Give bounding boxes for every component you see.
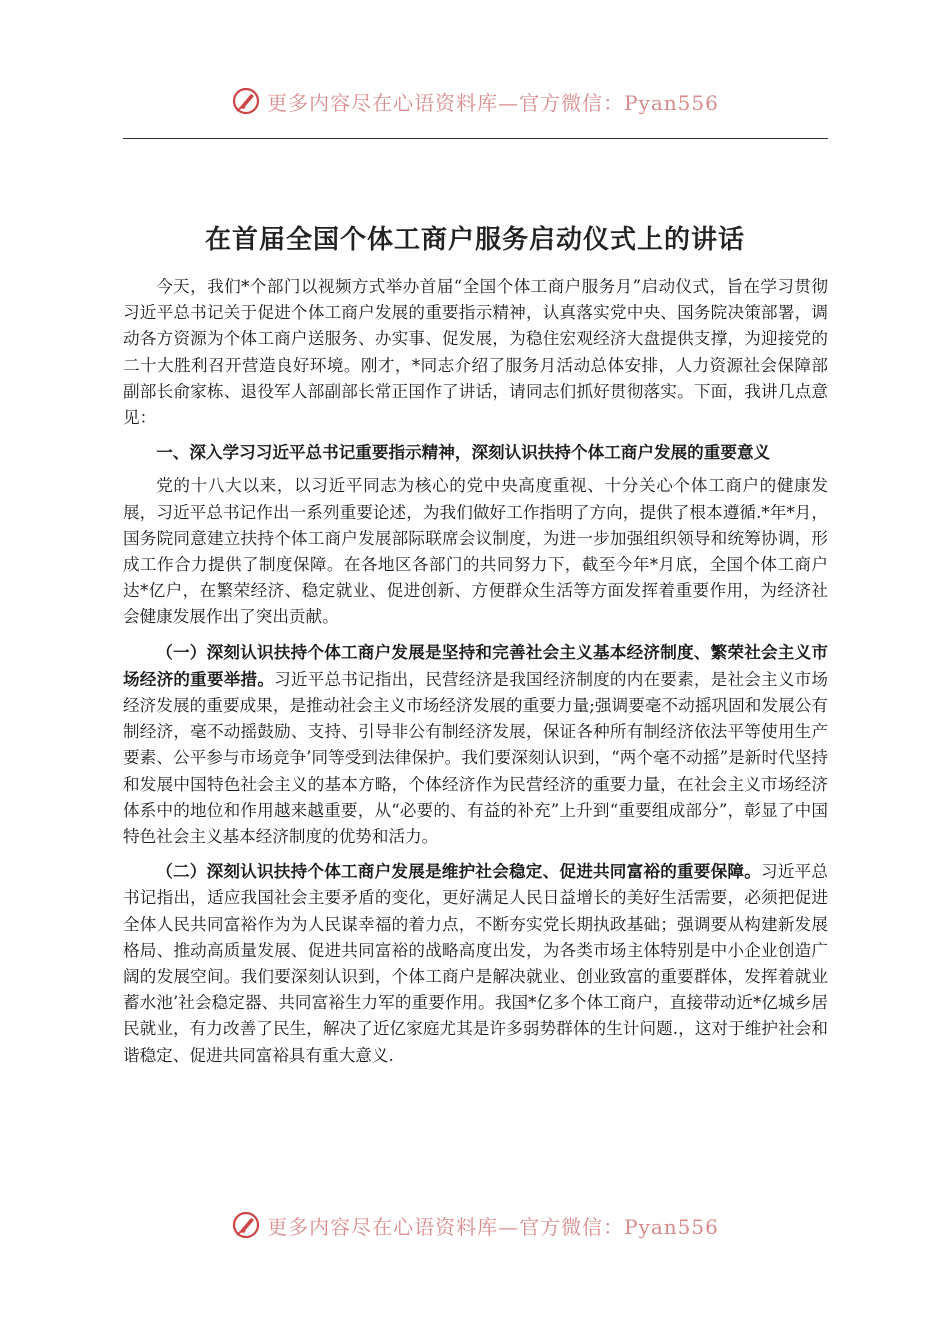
subsection-1-heading: （一）深刻认识扶持个体工商户发展是坚持和完善社会主义基本经济制度、繁荣社会主义市场经济的重要举措。 bbox=[123, 641, 828, 689]
header-banner-text: 更多内容尽在心语资料库—官方微信：Pyan556 bbox=[267, 90, 719, 115]
header-banner bbox=[0, 86, 950, 116]
document-title: 在首届全国个体工商户服务启动仪式上的讲话 bbox=[204, 225, 745, 255]
header-divider bbox=[123, 138, 828, 139]
pen-circle-logo-icon bbox=[231, 86, 261, 116]
section-1-paragraph: 党的十八大以来，以习近平同志为核心的党中央高度重视、十分关心个体工商户的健康发展，习近平总书记作出一系列重要论述，为我们做好工作指明了方向，提供了根本遵循.*年*月，国务院同意建立扶持个体工商户发展部际联席会议制度，为进一步加强组织领导和统筹协调，形成工作合力提供了制度保障。在各地区各部门的共同努力下，截至今年*月底，全国个体工商户达*亿户，在繁荣经济、稳定就业、促进创新、方便群众生活等方面发挥着重要作用，为经济社会健康发展作出了突出贡献。 bbox=[123, 476, 828, 627]
subsection-2-heading: （二）深刻认识扶持个体工商户发展是维护社会稳定、促进共同富裕的重要保障。 bbox=[156, 861, 762, 882]
subsection-2-text: 习近平总书记指出，适应我国社会主要矛盾的变化，更好满足人民日益增长的美好生活需要，必须把促进全体人民共同富裕作为为人民谋幸福的着力点，不断夯实党长期执政基础；强调要从构建新发展格局、推动高质量发展、促进共同富裕的战略高度出发，为各类市场主体特别是中小企业创造广阔的发展空间。我们要深刻认识到，个体工商户是解决就业、创业致富的重要群体，发挥着就业蓄水池’社会稳定器、共同富裕生力军的重要作用。我国*亿多个体工商户，直接带动近*亿城乡居民就业，有力改善了民生，解决了近亿家庭尤其是许多弱势群体的生计问题.，这对于维护社会和谐稳定、促进共同富裕具有重大意义. bbox=[123, 862, 829, 1065]
footer-banner-text: 更多内容尽在心语资料库—官方微信：Pyan556 bbox=[267, 1214, 719, 1239]
footer-banner bbox=[0, 1210, 950, 1240]
subsection-1-paragraph bbox=[123, 639, 828, 851]
subsection-1-text: 习近平总书记指出，民营经济是我国经济制度的内在要素，是社会主义市场经济发展的重要成果，是推动社会主义市场经济发展的重要力量;强调要毫不动摇巩固和发展公有制经济，毫不动摇鼓励、支持、引导非公有制经济发展，保证各种所有制经济依法平等使用生产要素、公平参与市场竞争’同等受到法律保护。我们要深刻认识到，“两个毫不动摇”是新时代坚持和发展中国特色社会主义的基本方略，个体经济作为民营经济的重要力量，在社会主义市场经济体系中的地位和作用越来越重要，从“必要的、有益的补充”上升到“重要组成部分”，彰显了中国特色社会主义基本经济制度的优势和活力。 bbox=[123, 669, 829, 847]
section-1-heading: 一、深入学习习近平总书记重要指示精神，深刻认识扶持个体工商户发展的重要意义 bbox=[156, 442, 771, 463]
subsection-2-paragraph bbox=[123, 858, 828, 1069]
document-body bbox=[123, 274, 828, 1077]
pen-circle-logo-icon bbox=[231, 1210, 261, 1240]
intro-paragraph: 今天，我们*个部门以视频方式举办首届“全国个体工商户服务月”启动仪式，旨在学习贯彻习近平总书记关于促进个体工商户发展的重要指示精神，认真落实党中央、国务院决策部署，调动各方资源为个体工商户送服务、办实事、促发展，为稳住宏观经济大盘提供支撑，为迎接党的二十大胜利召开营造良好环境。刚才，*同志介绍了服务月活动总体安排，人力资源社会保障部副部长俞家栋、退役军人部副部长常正国作了讲话，请同志们抓好贯彻落实。下面，我讲几点意见： bbox=[123, 277, 828, 428]
